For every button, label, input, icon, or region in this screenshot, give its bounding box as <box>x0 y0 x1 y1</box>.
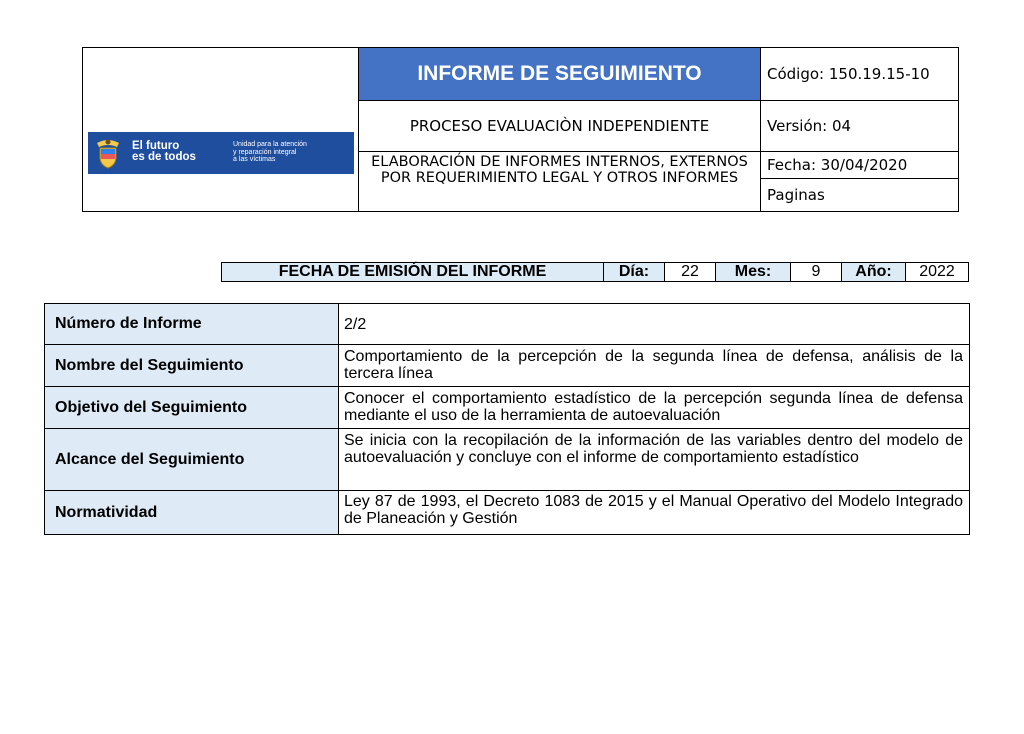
report-number-value: 2/2 <box>338 303 970 345</box>
day-label: Día: <box>603 262 665 282</box>
coat-of-arms-icon <box>93 137 123 169</box>
emission-date-label: FECHA DE EMISIÓN DEL INFORME <box>221 262 604 282</box>
document-title: INFORME DE SEGUIMIENTO <box>358 47 761 101</box>
logo-subtext: Unidad para la atención y reparación integral a las víctimas <box>233 141 307 163</box>
tracking-scope-label: Alcance del Seguimiento <box>44 429 339 491</box>
tracking-name-label: Nombre del Seguimiento <box>44 345 339 387</box>
month-label: Mes: <box>715 262 791 282</box>
header-logo-cell <box>82 47 359 212</box>
tracking-objective-value: Conocer el comportamiento estadístico de la percepción segunda línea de defensa mediante el uso de la herramienta de autoevaluación <box>338 387 970 429</box>
logo-banner <box>88 132 354 174</box>
report-number-label: Número de Informe <box>44 303 339 345</box>
regulations-label: Normatividad <box>44 491 339 535</box>
code-field: Código: 150.19.15-10 <box>760 47 959 101</box>
month-value: 9 <box>790 262 842 282</box>
year-label: Año: <box>841 262 906 282</box>
version-field: Versión: 04 <box>760 100 959 152</box>
tracking-name-value: Comportamiento de la percepción de la segunda línea de defensa, análisis de la tercera línea <box>338 345 970 387</box>
day-value: 22 <box>664 262 716 282</box>
tracking-scope-value: Se inicia con la recopilación de la información de las variables dentro del modelo de autoevaluación y concluye con el informe de comportamiento estadístico <box>338 429 970 491</box>
process-field: PROCESO EVALUACIÒN INDEPENDIENTE <box>358 100 761 152</box>
tracking-objective-label: Objetivo del Seguimiento <box>44 387 339 429</box>
elaboration-field: ELABORACIÓN DE INFORMES INTERNOS, EXTERNOS POR REQUERIMIENTO LEGAL Y OTROS INFORMES <box>358 151 761 212</box>
date-field: Fecha: 30/04/2020 <box>760 151 959 179</box>
year-value: 2022 <box>905 262 969 282</box>
pages-field: Paginas <box>760 178 959 212</box>
logo-text: El futuro es de todos <box>132 140 196 163</box>
regulations-value: Ley 87 de 1993, el Decreto 1083 de 2015 y el Manual Operativo del Modelo Integrado de Planeación y Gestión <box>338 491 970 535</box>
